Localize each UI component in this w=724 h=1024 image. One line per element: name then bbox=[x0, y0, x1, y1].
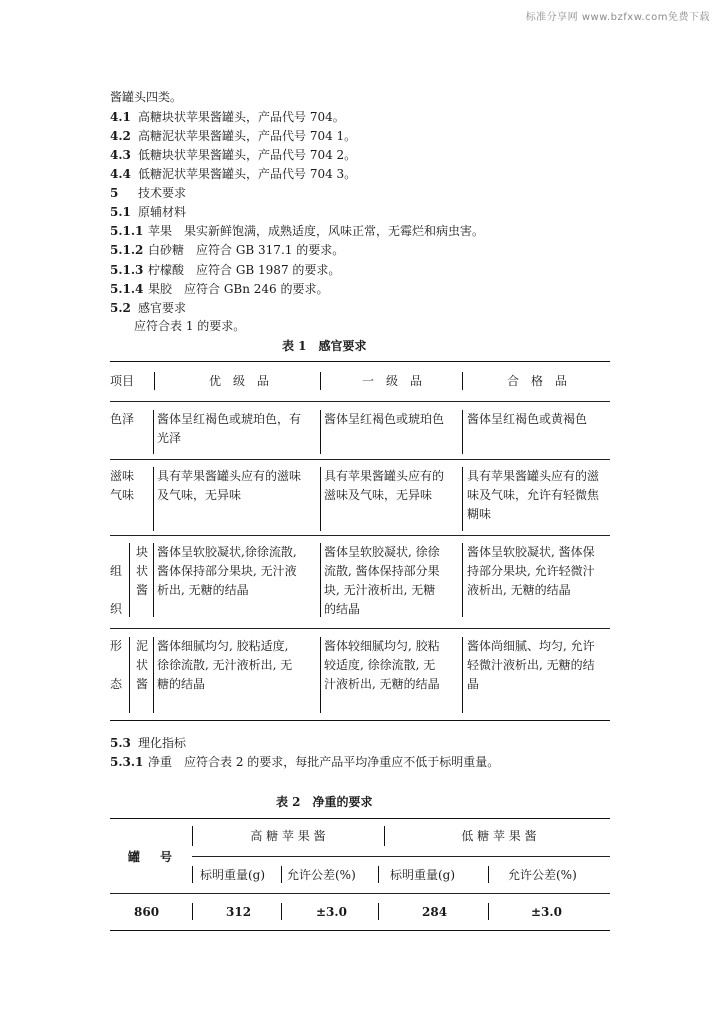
cell-text: 析出, 无糖的结晶 bbox=[157, 583, 249, 597]
column-divider bbox=[384, 826, 385, 846]
column-divider bbox=[154, 372, 155, 390]
column-divider bbox=[462, 543, 463, 617]
cell-text: 块, 无汁液析出, 无糖 bbox=[324, 583, 436, 597]
subheader: 允许公差(%) bbox=[287, 868, 356, 882]
column-divider bbox=[462, 372, 463, 390]
row-item-label: 色泽 bbox=[110, 412, 135, 426]
column-divider bbox=[320, 637, 321, 713]
header-qualified: 合 格 品 bbox=[506, 374, 567, 388]
clause-number: 5 bbox=[110, 186, 119, 200]
cell-text: 具有苹果酱罐头应有的滋味 bbox=[157, 469, 302, 483]
table-rule bbox=[192, 856, 610, 857]
row-item-label: 组 bbox=[110, 564, 123, 578]
watermark-text: 标准分享网 www.bzfxw.com免费下载 bbox=[525, 12, 710, 23]
cell-text: 及气味，无异味 bbox=[157, 488, 242, 502]
can-number: 860 bbox=[134, 905, 160, 919]
cell-text: 酱体呈红褐色或黄褐色 bbox=[467, 412, 588, 426]
cell-text: 持部分果块, 允许轻微汁 bbox=[467, 564, 595, 578]
weight-value: ±3.0 bbox=[531, 905, 562, 919]
cell-text: 酱体保持部分果块, 无汁液 bbox=[157, 564, 297, 578]
column-divider bbox=[320, 543, 321, 617]
cell-text: 具有苹果酱罐头应有的 bbox=[324, 469, 445, 483]
clause-text: 高糖泥状苹果酱罐头，产品代号 704 1。 bbox=[138, 129, 357, 143]
column-divider bbox=[320, 410, 321, 454]
column-divider bbox=[462, 637, 463, 713]
body-line bbox=[110, 754, 499, 770]
column-divider bbox=[281, 903, 282, 920]
sub-divider bbox=[129, 543, 130, 617]
table-rule bbox=[110, 535, 610, 536]
clause-text: 白砂糖 应符合 GB 317.1 的要求。 bbox=[148, 243, 345, 257]
column-divider bbox=[153, 637, 154, 713]
table-rule bbox=[110, 628, 610, 629]
clause-number: 5.1.1 bbox=[110, 224, 144, 238]
group-low-sugar: 低 糖 苹 果 酱 bbox=[461, 829, 537, 843]
column-divider bbox=[488, 866, 489, 883]
row-sub-label: 酱 bbox=[136, 677, 149, 691]
table-rule bbox=[110, 361, 610, 362]
cell-text: 酱体细腻均匀, 胶粘适度, bbox=[157, 639, 289, 653]
header-top-grade: 优 级 品 bbox=[208, 374, 269, 388]
cell-text: 糊味 bbox=[467, 507, 492, 521]
cell-text: 味及气味，允许有轻微焦 bbox=[467, 488, 600, 502]
clause-number: 5.3.1 bbox=[110, 755, 144, 769]
table-rule bbox=[110, 893, 610, 894]
clause-number: 5.1 bbox=[110, 205, 131, 219]
body-line bbox=[110, 223, 484, 239]
weight-value: ±3.0 bbox=[316, 905, 347, 919]
body-line bbox=[110, 89, 182, 105]
cell-text: 晶 bbox=[467, 677, 480, 691]
clause-number: 5.1.3 bbox=[110, 263, 144, 277]
column-divider bbox=[153, 467, 154, 531]
cell-text: 流散, 酱体保持部分果 bbox=[324, 564, 440, 578]
body-line bbox=[110, 262, 340, 278]
body-line bbox=[110, 735, 186, 751]
clause-text: 原辅材料 bbox=[138, 205, 187, 219]
body-line bbox=[110, 147, 356, 163]
clause-number: 4.2 bbox=[110, 129, 131, 143]
column-divider bbox=[320, 467, 321, 531]
header-item: 项目 bbox=[110, 374, 135, 388]
table-rule bbox=[110, 720, 610, 721]
body-line bbox=[110, 109, 345, 125]
body-line bbox=[110, 128, 356, 144]
clause-text: 净重 应符合表 2 的要求，每批产品平均净重应不低于标明重量。 bbox=[148, 755, 500, 769]
column-divider bbox=[153, 543, 154, 617]
column-divider bbox=[462, 467, 463, 531]
clause-number: 5.1.2 bbox=[110, 243, 144, 257]
clause-number: 5.1.4 bbox=[110, 282, 144, 296]
cell-text: 酱体呈软胶凝状,徐徐流散, bbox=[157, 545, 297, 559]
clause-number: 4.4 bbox=[110, 167, 131, 181]
clause-text: 应符合表 1 的要求。 bbox=[134, 319, 246, 333]
cell-text: 酱体呈红褐色或琥珀色，有 bbox=[157, 412, 302, 426]
row-sub-label: 酱 bbox=[136, 583, 149, 597]
cell-text: 酱体呈软胶凝状, 酱体保 bbox=[467, 545, 595, 559]
cell-text: 轻微汁液析出, 无糖的结 bbox=[467, 658, 595, 672]
subheader: 标明重量(g) bbox=[390, 868, 456, 882]
clause-text: 柠檬酸 应符合 GB 1987 的要求。 bbox=[148, 263, 341, 277]
group-high-sugar: 高 糖 苹 果 酱 bbox=[250, 829, 326, 843]
subheader: 标明重量(g) bbox=[200, 868, 266, 882]
clause-text: 低糖块状苹果酱罐头，产品代号 704 2。 bbox=[138, 148, 357, 162]
clause-number: 4.1 bbox=[110, 110, 131, 124]
column-divider bbox=[378, 903, 379, 920]
row-item-label: 态 bbox=[110, 677, 123, 691]
row-item-label: 滋味 bbox=[110, 469, 135, 483]
row-item-label: 气味 bbox=[110, 488, 135, 502]
row-item-label: 形 bbox=[110, 639, 123, 653]
clause-text: 酱罐头四类。 bbox=[110, 90, 183, 104]
cell-text: 糖的结晶 bbox=[157, 677, 206, 691]
table-rule bbox=[110, 459, 610, 460]
table-rule bbox=[110, 930, 610, 931]
clause-text: 感官要求 bbox=[138, 301, 187, 315]
clause-number: 4.3 bbox=[110, 148, 131, 162]
column-divider bbox=[378, 866, 379, 883]
column-divider bbox=[153, 410, 154, 454]
cell-text: 较适度, 徐徐流散, 无 bbox=[324, 658, 436, 672]
weight-value: 284 bbox=[422, 905, 448, 919]
column-divider bbox=[488, 903, 489, 920]
clause-text: 果胶 应符合 GBn 246 的要求。 bbox=[148, 282, 329, 296]
clause-number: 5.2 bbox=[110, 301, 131, 315]
column-divider bbox=[281, 866, 282, 883]
clause-text: 低糖泥状苹果酱罐头，产品代号 704 3。 bbox=[138, 167, 357, 181]
table2-caption: 表 2 净重的要求 bbox=[276, 795, 373, 809]
cell-text: 具有苹果酱罐头应有的滋 bbox=[467, 469, 600, 483]
body-line bbox=[110, 281, 328, 297]
column-divider bbox=[192, 826, 193, 846]
body-line bbox=[110, 166, 356, 182]
column-divider bbox=[192, 903, 193, 920]
column-divider bbox=[320, 372, 321, 390]
cell-text: 滋味及气味，无异味 bbox=[324, 488, 433, 502]
table-rule bbox=[110, 818, 610, 819]
cell-text: 的结晶 bbox=[324, 602, 361, 616]
sub-divider bbox=[129, 637, 130, 713]
clause-text: 技术要求 bbox=[138, 186, 187, 200]
row-item-label: 织 bbox=[110, 602, 123, 616]
row-sub-label: 状 bbox=[136, 658, 149, 672]
cell-text: 液析出, 无糖的结晶 bbox=[467, 583, 571, 597]
body-line bbox=[110, 185, 186, 201]
row-header-can-number: 罐 号 bbox=[128, 850, 177, 864]
clause-text: 理化指标 bbox=[138, 736, 187, 750]
body-line bbox=[110, 204, 186, 220]
clause-text: 高糖块状苹果酱罐头，产品代号 704。 bbox=[138, 110, 345, 124]
weight-value: 312 bbox=[226, 905, 252, 919]
clause-number: 5.3 bbox=[110, 736, 131, 750]
table-rule bbox=[110, 401, 610, 402]
subheader: 允许公差(%) bbox=[508, 868, 577, 882]
cell-text: 徐徐流散, 无汁液析出, 无 bbox=[157, 658, 293, 672]
row-sub-label: 块 bbox=[136, 545, 149, 559]
row-sub-label: 泥 bbox=[136, 639, 149, 653]
cell-text: 汁液析出, 无糖的结晶 bbox=[324, 677, 440, 691]
column-divider bbox=[462, 410, 463, 454]
cell-text: 酱体呈红褐色或琥珀色 bbox=[324, 412, 445, 426]
cell-text: 酱体尚细腻、均匀, 允许 bbox=[467, 639, 595, 653]
clause-text: 苹果 果实新鲜饱满，成熟适度，风味正常，无霉烂和病虫害。 bbox=[148, 224, 485, 238]
body-line bbox=[134, 318, 245, 334]
header-first-grade: 一 级 品 bbox=[361, 374, 422, 388]
table1-caption: 表 1 感官要求 bbox=[282, 339, 367, 353]
row-sub-label: 状 bbox=[136, 564, 149, 578]
body-line bbox=[110, 242, 344, 258]
cell-text: 光泽 bbox=[157, 431, 182, 445]
body-line bbox=[110, 300, 186, 316]
cell-text: 酱体呈软胶凝状, 徐徐 bbox=[324, 545, 440, 559]
column-divider bbox=[192, 866, 193, 883]
cell-text: 酱体较细腻均匀, 胶粘 bbox=[324, 639, 440, 653]
